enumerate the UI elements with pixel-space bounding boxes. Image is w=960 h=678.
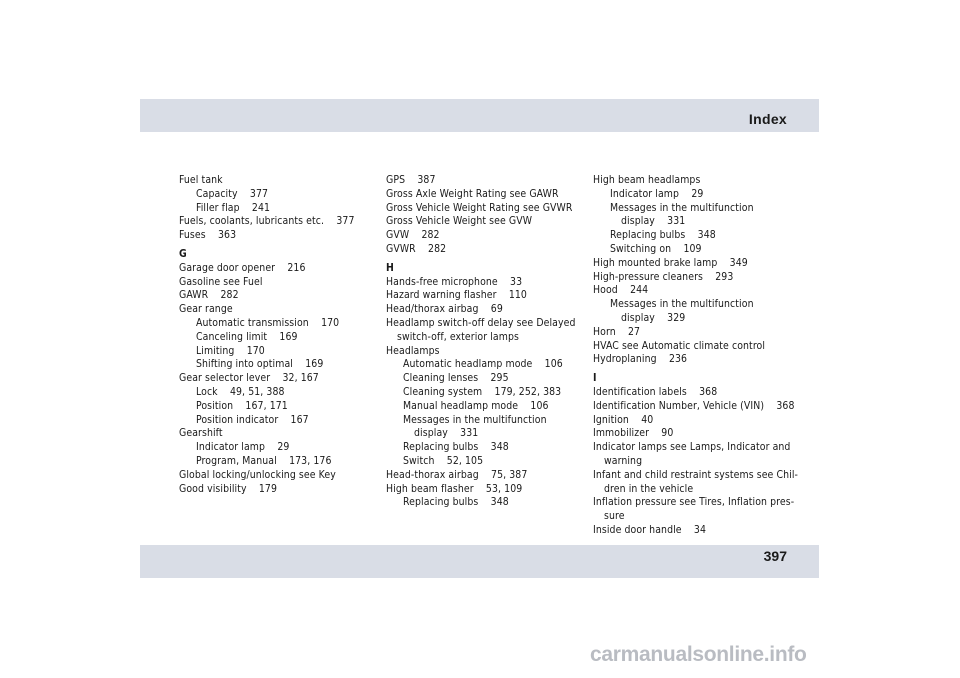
index-entry-text: Replacing bulbs 348 <box>403 496 509 509</box>
index-section-letter: I <box>593 372 597 385</box>
index-subentry <box>386 400 582 414</box>
index-entry-text: Inside door handle 34 <box>593 523 707 536</box>
index-entry-text: Head/thorax airbag 69 <box>386 303 503 316</box>
index-entry-continuation <box>593 455 798 469</box>
index-entry-text: Hydroplaning 236 <box>593 353 688 366</box>
index-entry-text: Automatic transmission 170 <box>196 316 340 329</box>
index-column-3 <box>593 174 798 538</box>
index-entry-text: High beam flasher 53, 109 <box>386 482 523 495</box>
page-number: 397 <box>763 548 787 564</box>
index-subentry <box>179 386 375 400</box>
page-title: Index <box>748 111 787 127</box>
index-entry-text: Gearshift <box>179 427 223 440</box>
index-column-1 <box>179 174 375 496</box>
index-entry <box>593 469 798 483</box>
index-entry-text: Horn 27 <box>593 325 641 338</box>
index-entry-text: Gear range <box>179 303 233 316</box>
index-entry-text: Fuels, coolants, lubricants etc. 377 <box>179 215 355 228</box>
index-entry-text: Hands-free microphone 33 <box>386 275 523 288</box>
index-entry <box>386 202 582 216</box>
index-subentry <box>593 298 798 312</box>
index-entry <box>593 326 798 340</box>
index-entry <box>593 524 798 538</box>
index-entry-text: Indicator lamp 29 <box>610 187 704 200</box>
index-entry-continuation <box>386 331 582 345</box>
index-entry-text: Position indicator 167 <box>196 413 309 426</box>
index-entry-text: HVAC see Automatic climate control <box>593 339 766 352</box>
index-entry-text: Ignition 40 <box>593 413 654 426</box>
index-entry <box>386 289 582 303</box>
index-entry <box>593 386 798 400</box>
index-subentry <box>179 400 375 414</box>
index-entry-text: Fuel tank <box>179 174 223 186</box>
index-subentry <box>386 496 582 510</box>
header-band <box>140 99 819 132</box>
index-entry <box>179 289 375 303</box>
index-entry-text: High mounted brake lamp 349 <box>593 256 748 269</box>
index-subentry <box>179 441 375 455</box>
index-entry <box>593 284 798 298</box>
index-entry-text: Replacing bulbs 348 <box>403 441 509 454</box>
index-entry-text: High beam headlamps <box>593 174 701 186</box>
index-entry <box>593 414 798 428</box>
index-subentry <box>179 202 375 216</box>
index-entry-text: Messages in the multifunction <box>610 298 754 311</box>
index-entry <box>593 257 798 271</box>
index-entry <box>593 400 798 414</box>
index-entry-text: Program, Manual 173, 176 <box>196 454 332 467</box>
index-entry-text: Fuses 363 <box>179 229 237 242</box>
index-entry <box>386 469 582 483</box>
index-entry-text: Filler flap 241 <box>196 201 271 214</box>
index-entry-text: Canceling limit 169 <box>196 330 298 343</box>
index-entry <box>386 483 582 497</box>
index-entry-text: Lock 49, 51, 388 <box>196 385 285 398</box>
index-entry-text: Messages in the multifunction <box>610 201 754 214</box>
index-entry-text: Good visibility 179 <box>179 482 278 495</box>
index-entry-text: GAWR 282 <box>179 289 239 302</box>
index-entry-text: Head-thorax airbag 75, 387 <box>386 468 528 481</box>
index-entry-text: Switching on 109 <box>610 242 702 255</box>
index-entry-text: display 329 <box>621 311 686 324</box>
index-subentry <box>386 455 582 469</box>
index-entry-text: warning <box>604 454 643 467</box>
index-entry <box>179 372 375 386</box>
index-entry <box>179 229 375 243</box>
index-subentry <box>179 345 375 359</box>
index-entry-text: Garage door opener 216 <box>179 261 306 274</box>
index-entry-text: Replacing bulbs 348 <box>610 229 716 242</box>
index-section-letter: H <box>386 261 394 274</box>
index-subentry <box>386 358 582 372</box>
index-entry <box>179 262 375 276</box>
index-subentry <box>179 331 375 345</box>
index-entry-continuation <box>593 312 798 326</box>
index-subentry <box>179 317 375 331</box>
index-entry-text: Hood 244 <box>593 284 649 297</box>
index-entry <box>386 317 582 331</box>
index-entry-text: Limiting 170 <box>196 344 265 357</box>
index-subentry <box>179 358 375 372</box>
index-entry-text: Identification Number, Vehicle (VIN) 368 <box>593 399 795 412</box>
index-entry-text: Position 167, 171 <box>196 399 288 412</box>
index-entry <box>593 340 798 354</box>
index-entry-text: Automatic headlamp mode 106 <box>403 358 563 371</box>
watermark-text: carmanualsonline.info <box>590 643 807 666</box>
index-entry-text: Cleaning lenses 295 <box>403 372 509 385</box>
index-subentry <box>179 455 375 469</box>
index-entry-text: Identification labels 368 <box>593 385 718 398</box>
index-entry-text: Gross Vehicle Weight see GVW <box>386 215 533 228</box>
index-entry-text: GVW 282 <box>386 229 440 242</box>
index-subentry <box>179 188 375 202</box>
index-subentry <box>593 243 798 257</box>
index-subentry <box>593 229 798 243</box>
index-entry-text: Switch 52, 105 <box>403 454 484 467</box>
index-entry <box>179 483 375 497</box>
index-entry-text: sure <box>604 510 625 523</box>
index-subentry <box>593 188 798 202</box>
index-entry <box>386 303 582 317</box>
index-entry-continuation <box>593 510 798 524</box>
index-entry-text: Messages in the multifunction <box>403 413 547 426</box>
index-entry-text: Gross Vehicle Weight Rating see GVWR <box>386 201 573 214</box>
index-entry <box>386 345 582 359</box>
index-entry <box>179 427 375 441</box>
index-entry <box>593 427 798 441</box>
index-entry-text: GPS 387 <box>386 174 436 186</box>
index-entry-text: Infant and child restraint systems see Chil- <box>593 468 799 481</box>
index-entry-text: switch-off, exterior lamps <box>397 330 519 343</box>
index-entry <box>179 276 375 290</box>
index-subentry <box>386 441 582 455</box>
index-section-letter: G <box>179 247 187 260</box>
index-entry-text: display 331 <box>621 215 686 228</box>
index-entry <box>386 174 582 188</box>
index-entry-text: dren in the vehicle <box>604 482 694 495</box>
index-subentry <box>386 414 582 428</box>
index-entry-text: Indicator lamp 29 <box>196 441 290 454</box>
index-entry <box>386 276 582 290</box>
index-entry <box>593 271 798 285</box>
index-entry <box>179 303 375 317</box>
index-entry <box>386 188 582 202</box>
index-entry-text: Gross Axle Weight Rating see GAWR <box>386 187 559 200</box>
index-entry-continuation <box>593 215 798 229</box>
index-entry-text: Shifting into optimal 169 <box>196 358 324 371</box>
index-entry <box>593 174 798 188</box>
index-entry-text: Manual headlamp mode 106 <box>403 399 549 412</box>
index-subentry <box>179 414 375 428</box>
index-entry-text: Headlamps <box>386 344 440 357</box>
index-entry-text: Indicator lamps see Lamps, Indicator and <box>593 441 791 454</box>
footer-band <box>140 545 819 578</box>
index-column-2 <box>386 174 582 510</box>
index-entry-text: Gear selector lever 32, 167 <box>179 372 319 385</box>
index-subentry <box>386 386 582 400</box>
index-entry-text: display 331 <box>414 427 479 440</box>
index-entry <box>593 441 798 455</box>
index-entry-text: Global locking/unlocking see Key <box>179 468 336 481</box>
index-entry-text: Headlamp switch-off delay see Delayed <box>386 316 576 329</box>
index-subentry <box>593 202 798 216</box>
index-entry-text: Inflation pressure see Tires, Inflation pres- <box>593 496 795 509</box>
index-entry-text: Cleaning system 179, 252, 383 <box>403 385 562 398</box>
index-entry-text: Immobilizer 90 <box>593 427 674 440</box>
index-entry <box>386 243 582 257</box>
index-entry-text: GVWR 282 <box>386 242 447 255</box>
index-entry-continuation <box>386 427 582 441</box>
index-entry <box>179 469 375 483</box>
index-entry-text: High-pressure cleaners 293 <box>593 270 734 283</box>
index-entry <box>386 229 582 243</box>
index-entry-continuation <box>593 483 798 497</box>
index-entry <box>386 215 582 229</box>
index-entry-text: Hazard warning flasher 110 <box>386 289 527 302</box>
index-entry-text: Gasoline see Fuel <box>179 275 263 288</box>
index-entry <box>179 215 375 229</box>
index-entry <box>593 496 798 510</box>
index-subentry <box>386 372 582 386</box>
index-entry <box>593 353 798 367</box>
index-entry <box>179 174 375 188</box>
index-entry-text: Capacity 377 <box>196 187 269 200</box>
